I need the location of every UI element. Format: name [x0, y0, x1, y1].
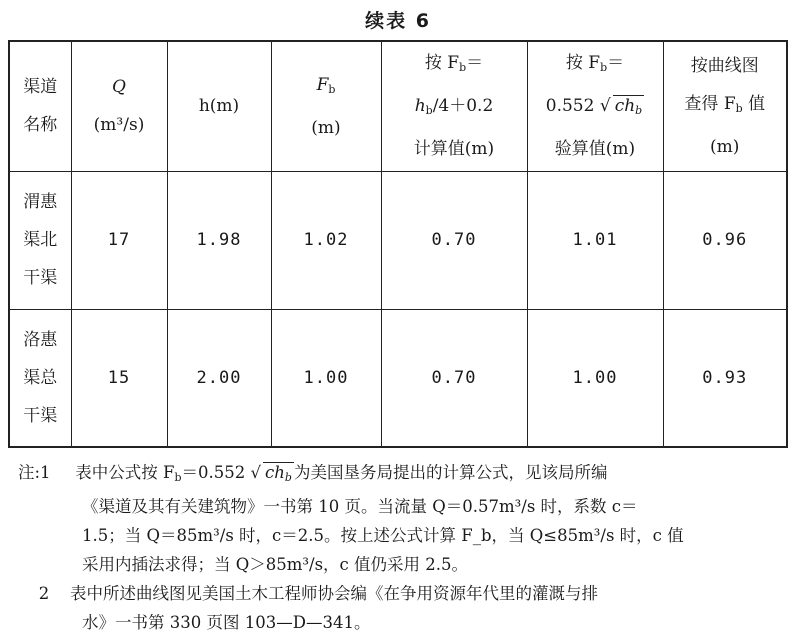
note-label-2: 2 [38, 584, 50, 603]
cell-h: 2.00 [167, 309, 271, 447]
header-check: 按 $F_b=$ 0.552 √ $ch_b$ 验算值(m) [527, 41, 663, 171]
header-q: Q (m³/s) [71, 41, 167, 171]
note-2-line-2: 水》一书第 330 页图 103—D—341。 [82, 613, 371, 632]
data-table [8, 40, 788, 448]
note-1-line-4: 采用内插法求得；当 Q＞85m³/s，c 值仍采用 2.5。 [82, 555, 469, 574]
table-row [9, 171, 787, 309]
cell-fb: 1.00 [271, 309, 381, 447]
header-calc: 按 $F_b=$ $h_b/4+0.2$ 计算值(m) [381, 41, 527, 171]
cell-curve: 0.96 [663, 171, 787, 309]
note-1-line-1: 注:1 表中公式按 $F_b=0.552$ √ $ch_b$ 为美国垦务局提出的计算公式，见该局所编 [18, 458, 788, 492]
cell-calc: 0.70 [381, 309, 527, 447]
note-label: 注:1 [18, 463, 51, 482]
note-1-line-2: 《渠道及其有关建筑物》一书第 10 页。当流量 Q＝0.57m³/s 时，系数 c＝ [82, 497, 638, 516]
table-notes [18, 458, 788, 637]
cell-fb: 1.02 [271, 171, 381, 309]
table-title: 续表 6 [365, 10, 431, 32]
cell-calc: 0.70 [381, 171, 527, 309]
header-fb: $F_b$ (m) [271, 41, 381, 171]
cell-q: 15 [71, 309, 167, 447]
cell-check: 1.00 [527, 309, 663, 447]
table-row [9, 309, 787, 447]
cell-q: 17 [71, 171, 167, 309]
cell-h: 1.98 [167, 171, 271, 309]
header-curve: 按曲线图 查得 $F_b$ 值 (m) [663, 41, 787, 171]
cell-check: 1.01 [527, 171, 663, 309]
header-channel-name: 渠道 名称 [9, 41, 71, 171]
header-h: h(m) [167, 41, 271, 171]
note-2-line-1: 2 表中所述曲线图见美国土木工程师协会编《在争用资源年代里的灌溉与排 [18, 579, 788, 608]
channel-name: 渭惠 渠北 干渠 [9, 171, 71, 309]
cell-curve: 0.93 [663, 309, 787, 447]
note-1-line-3: 1.5；当 Q＝85m³/s 时，c＝2.5。按上述公式计算 F_b，当 Q≤85m³/s 时，c 值 [82, 526, 684, 545]
header-row [9, 41, 787, 171]
channel-name: 洛惠 渠总 干渠 [9, 309, 71, 447]
